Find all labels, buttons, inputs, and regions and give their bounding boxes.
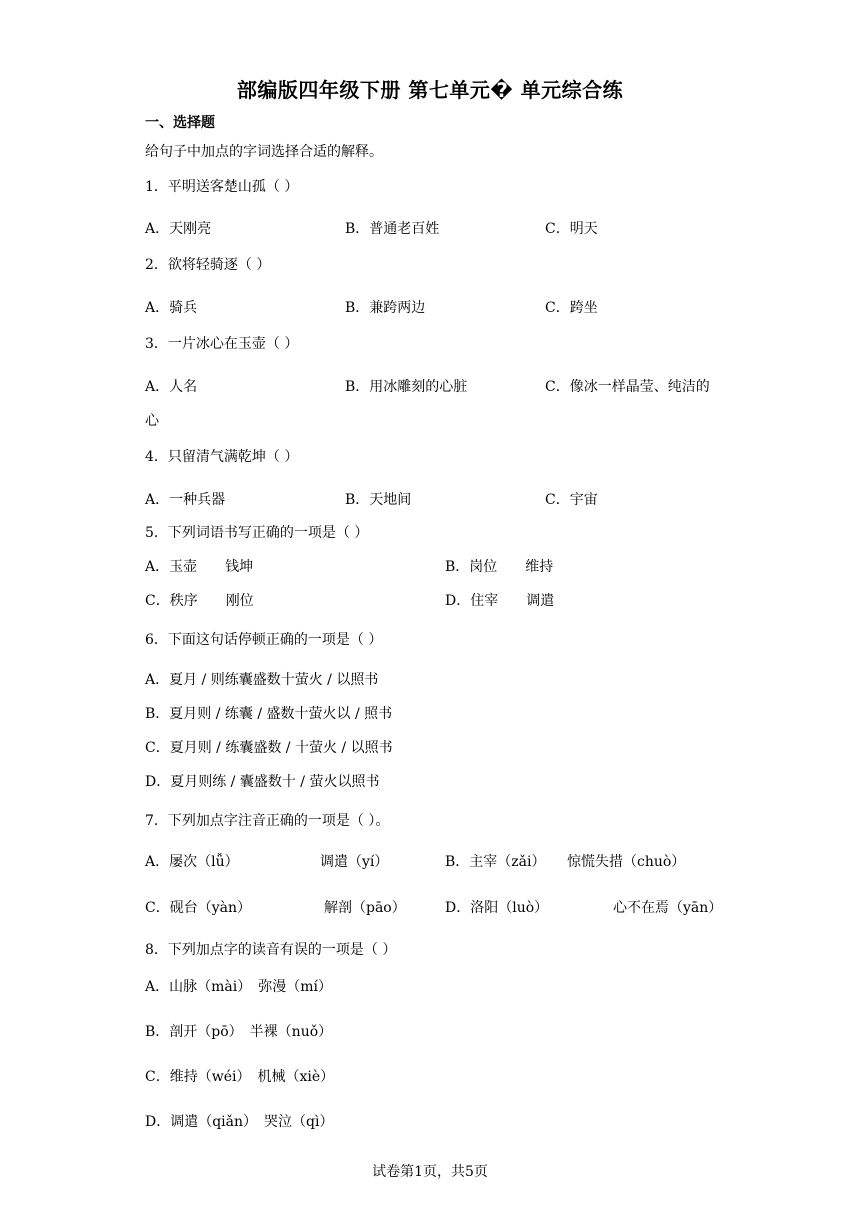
- question-7-option-b-1: B．主宰（zǎi）: [445, 854, 546, 870]
- question-7-option-a-2: 调遣（yí）: [320, 854, 389, 870]
- question-2-stem: 2．欲将轻骑逐（ ）: [145, 257, 271, 273]
- question-6-option-c: C．夏月则 / 练囊盛数 / 十萤火 / 以照书: [145, 740, 393, 756]
- question-6-option-d: D．夏月则练 / 囊盛数十 / 萤火以照书: [145, 774, 380, 790]
- question-7-option-c-2: 解剖（pāo）: [324, 900, 406, 916]
- question-5-option-a: A．玉壶 钱坤: [145, 559, 254, 575]
- question-7-stem: 7．下列加点字注音正确的一项是（ ）。: [145, 813, 390, 829]
- question-6-option-a: A．夏月 / 则练囊盛数十萤火 / 以照书: [145, 672, 379, 688]
- question-6-option-b: B．夏月则 / 练囊 / 盛数十萤火以 / 照书: [145, 706, 393, 722]
- question-3-option-a: A．人名: [145, 379, 198, 395]
- question-7-option-b-2: 惊慌失措（chuò）: [567, 854, 686, 870]
- question-3-stem: 3．一片冰心在玉壶（ ）: [145, 336, 299, 352]
- question-1-option-c: C．明天: [545, 221, 598, 237]
- question-7-option-c-1: C．砚台（yàn）: [145, 900, 251, 916]
- question-1-option-b: B．普通老百姓: [345, 221, 440, 237]
- question-5-option-d: D．住宰 调遣: [445, 593, 555, 609]
- question-7-option-a-1: A．屡次（lǚ）: [145, 854, 239, 870]
- question-5-option-c: C．秩序 刚位: [145, 593, 254, 609]
- question-2-option-c: C．跨坐: [545, 300, 598, 316]
- page-footer: 试卷第1页，共5页: [372, 1164, 488, 1180]
- question-8-option-a: A．山脉（mài） 弥漫（mí）: [145, 979, 332, 995]
- question-5-stem: 5．下列词语书写正确的一项是（ ）: [145, 525, 369, 541]
- question-8-option-c: C．维持（wéi） 机械（xiè）: [145, 1069, 335, 1085]
- question-7-option-d-1: D．洛阳（luò）: [445, 900, 549, 916]
- question-4-stem: 4．只留清气满乾坤（ ）: [145, 449, 299, 465]
- question-1-option-a: A．天刚亮: [145, 221, 212, 237]
- question-4-option-a: A．一种兵器: [145, 492, 226, 508]
- question-7-option-d-2: 心不在焉（yān）: [613, 900, 723, 916]
- question-4-option-b: B．天地间: [345, 492, 412, 508]
- question-2-option-a: A．骑兵: [145, 300, 198, 316]
- question-8-option-d: D．调遣（qiǎn） 哭泣（qì）: [145, 1114, 334, 1130]
- question-8-stem: 8．下列加点字的读音有误的一项是（ ）: [145, 942, 397, 958]
- question-4-option-c: C．宇宙: [545, 492, 598, 508]
- section-heading: 一、选择题: [145, 115, 215, 131]
- instruction: 给句子中加点的字词选择合适的解释。: [145, 144, 383, 160]
- question-1-stem: 1．平明送客楚山孤（ ）: [145, 179, 299, 195]
- question-3-option-c: C．像冰一样晶莹、纯洁的: [545, 379, 710, 395]
- question-6-stem: 6．下面这句话停顿正确的一项是（ ）: [145, 632, 383, 648]
- page-title: 部编版四年级下册 第七单元� 单元综合练: [236, 78, 624, 102]
- question-3-option-b: B．用冰雕刻的心脏: [345, 379, 468, 395]
- question-8-option-b: B．剖开（pō） 半裸（nuǒ）: [145, 1024, 333, 1040]
- question-2-option-b: B．兼跨两边: [345, 300, 426, 316]
- question-5-option-b: B．岗位 维持: [445, 559, 554, 575]
- question-3-option-c-continued: 心: [145, 413, 159, 429]
